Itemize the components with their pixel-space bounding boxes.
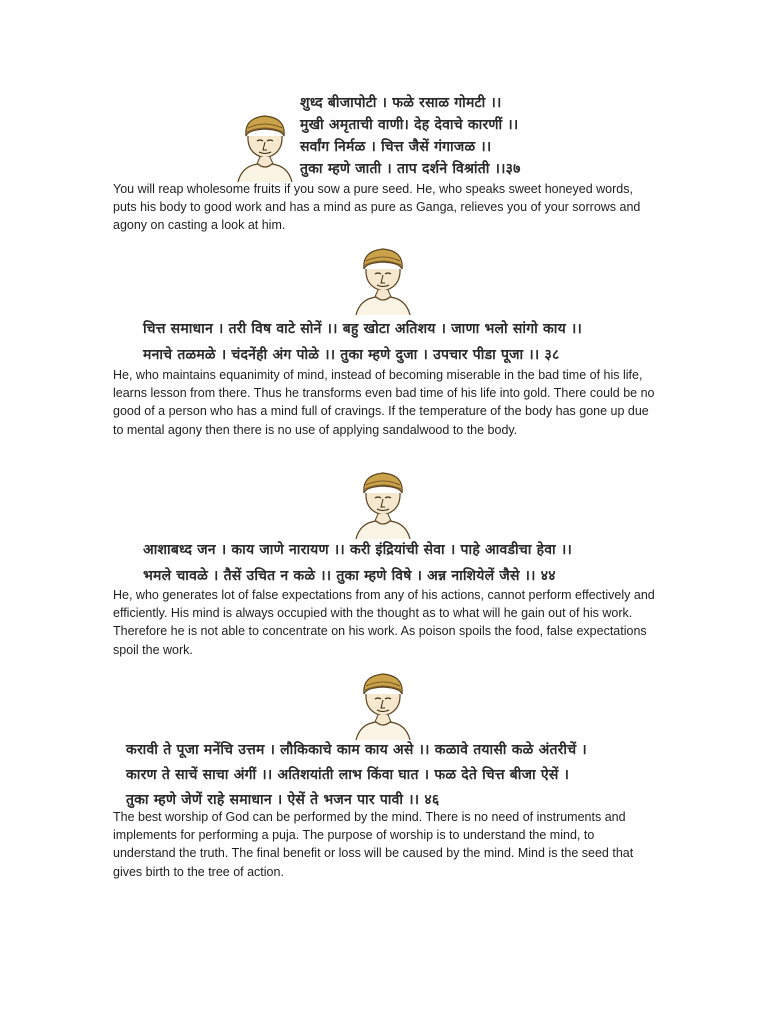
saint-portrait-icon (348, 668, 418, 740)
saint-portrait-icon (348, 467, 418, 539)
verse-line: तुका म्हणे जेणें राहे समाधान । ऐसें ते भजन पार पावी ।। ४६ (126, 792, 440, 808)
verse-line: आशाबध्द जन । काय जाणे नारायण ।। करी इंद्रियांची सेवा । पाहे आवडीचा हेवा ।। (143, 542, 572, 558)
abhang-verse-44 (143, 537, 572, 589)
saint-portrait-illustration (348, 467, 418, 539)
translation-paragraph: He, who generates lot of false expectations from any of his actions, cannot perform effectively and efficiently. His mind is always occupied with the thought as to what will he gain out of his work. Therefore he is not able to concentrate on his work. As poison spoils the food, false expectations spoil the work. (113, 588, 655, 657)
verse-line: भमले चावळे । तैसें उचित न कळे ।। तुका म्हणे विषे । अन्न नाशियेलें जैसे ।। ४४ (143, 568, 556, 584)
verse-line: कारण ते साचें साचा अंगीं ।। अतिशयांती लाभ किंवा घात । फळ देते चित्त बीजा ऐसें । (126, 767, 570, 783)
verse-line: सर्वांग निर्मळ । चित्त जैसें गंगाजळ ।। (300, 139, 492, 155)
abhang-verse-37 (300, 92, 521, 180)
verse-line: मनाचे तळमळे । चंदनेंही अंग पोळे ।। तुका म्हणे दुजा । उपचार पीडा पूजा ।। ३८ (143, 347, 560, 363)
saint-portrait-icon (230, 110, 300, 182)
verse-line: तुका म्हणे जाती । ताप दर्शने विश्रांती ।।३७ (300, 161, 521, 177)
translation-paragraph: You will reap wholesome fruits if you sow a pure seed. He, who speaks sweet honeyed words, puts his body to good work and has a mind as pure as Ganga, relieves you of your sorrows and agony on casting a look at him. (113, 182, 641, 233)
verse-line: चित्त समाधान । तरी विष वाटे सोनें ।। बहु खोटा अतिशय । जाणा भलो सांगो काय ।। (143, 321, 582, 337)
saint-portrait-illustration (348, 243, 418, 315)
saint-portrait-illustration (230, 110, 300, 182)
saint-portrait-icon (348, 243, 418, 315)
saint-portrait-illustration (348, 668, 418, 740)
translation-paragraph: He, who maintains equanimity of mind, instead of becoming miserable in the bad time of his life, learns lesson from there. Thus he transforms even bad time of his life into gold. There could be no good of a person who has a mind full of cravings. If the temperature of the body has gone up due to mental agony then there is no use of applying sandalwood to the body. (113, 368, 655, 437)
verse-line: शुध्द बीजापोटी । फळे रसाळ गोमटी ।। (300, 95, 502, 111)
verse-line: मुखी अमृताची वाणी। देह देवाचे कारणीं ।। (300, 117, 519, 133)
abhang-verse-46 (126, 738, 587, 813)
abhang-verse-38 (143, 316, 582, 368)
translation-paragraph: The best worship of God can be performed by the mind. There is no need of instruments and implements for performing a puja. The purpose of worship is to understand the mind, to understand the truth. The final benefit or loss will be caused by the mind. Mind is the seed that gives birth to the tree of action. (113, 810, 634, 879)
verse-line: करावी ते पूजा मनेंचि उत्तम । लौकिकाचे काम काय असे ।। कळावे तयासी कळे अंतरीचें । (126, 742, 587, 758)
